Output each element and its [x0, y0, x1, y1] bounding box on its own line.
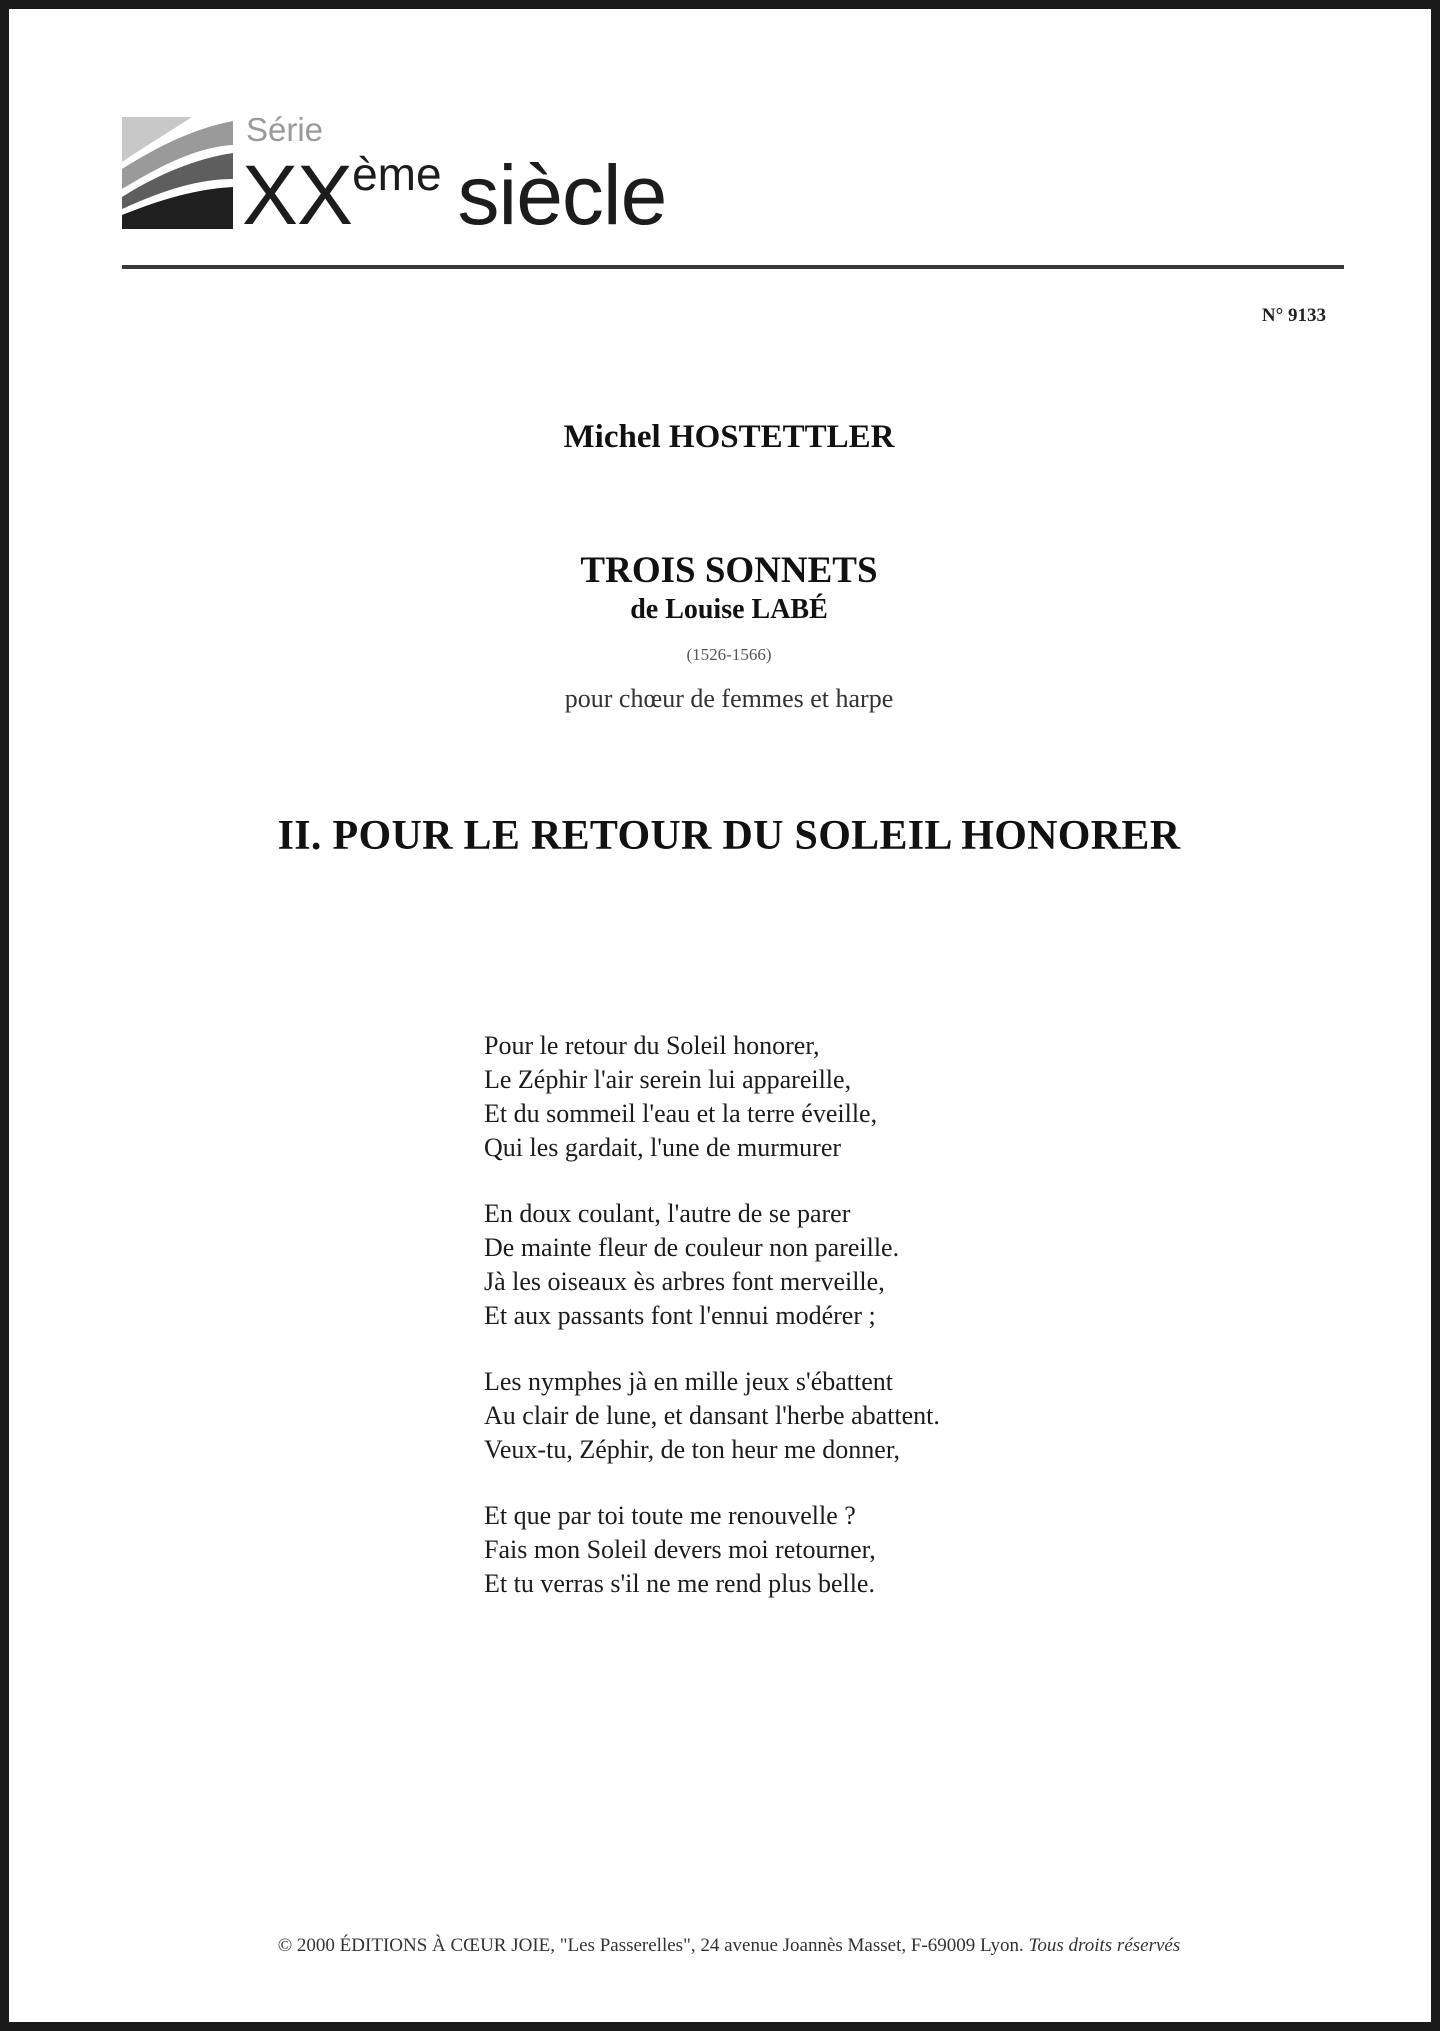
poem-line: Jà les oiseaux ès arbres font merveille,	[484, 1267, 885, 1296]
series-title	[242, 148, 667, 242]
poem-line: Au clair de lune, et dansant l'herbe abattent.	[484, 1401, 940, 1430]
instrumentation: pour chœur de femmes et harpe	[564, 684, 894, 713]
poem-line: De mainte fleur de couleur non pareille.	[484, 1233, 900, 1262]
copyright-footer	[9, 1935, 1440, 1957]
series-logo-icon	[122, 117, 233, 229]
series-title-word: siècle	[457, 148, 667, 242]
poem-stanza	[484, 1197, 1044, 1333]
poem-line: Pour le retour du Soleil honorer,	[484, 1031, 820, 1060]
movement-title: II. POUR LE RETOUR DU SOLEIL HONORER	[277, 813, 1181, 859]
poem-line: Et du sommeil l'eau et la terre éveille,	[484, 1099, 878, 1128]
series-logo	[122, 113, 722, 243]
catalog-number: N° 9133	[1261, 305, 1326, 326]
poem-stanza	[484, 1029, 1044, 1165]
poem-line: Et que par toi toute me renouvelle ?	[484, 1501, 856, 1530]
poem-stanza	[484, 1365, 1044, 1467]
work-subtitle: de Louise LABÉ	[630, 594, 828, 625]
poem-stanza	[484, 1499, 1044, 1601]
copyright-text: © 2000 ÉDITIONS À CŒUR JOIE, "Les Passerelles", 24 avenue Joannès Masset, F-69009 Lyon.	[277, 1935, 1024, 1956]
work-title: TROIS SONNETS	[580, 550, 878, 591]
poem-line: Et aux passants font l'ennui modérer ;	[484, 1301, 876, 1330]
series-title-main: XX	[242, 148, 353, 242]
series-title-superscript: ème	[352, 148, 442, 200]
poem-line: En doux coulant, l'autre de se parer	[484, 1199, 851, 1228]
poem-line: Le Zéphir l'air serein lui appareille,	[484, 1065, 852, 1094]
poem-line: Les nymphes jà en mille jeux s'ébattent	[484, 1367, 894, 1396]
poem-line: Et tu verras s'il ne me rend plus belle.	[484, 1569, 875, 1598]
poet-dates: (1526-1566)	[686, 645, 772, 664]
composer-name: Michel HOSTETTLER	[563, 419, 895, 455]
rights-reserved: Tous droits réservés	[1028, 1935, 1181, 1956]
poem-line: Qui les gardait, l'une de murmurer	[484, 1133, 842, 1162]
header-rule	[122, 265, 1344, 269]
poem-text	[484, 1029, 1044, 1633]
poem-line: Fais mon Soleil devers moi retourner,	[484, 1535, 876, 1564]
series-label: Série	[246, 111, 324, 148]
poem-line: Veux-tu, Zéphir, de ton heur me donner,	[484, 1435, 900, 1464]
